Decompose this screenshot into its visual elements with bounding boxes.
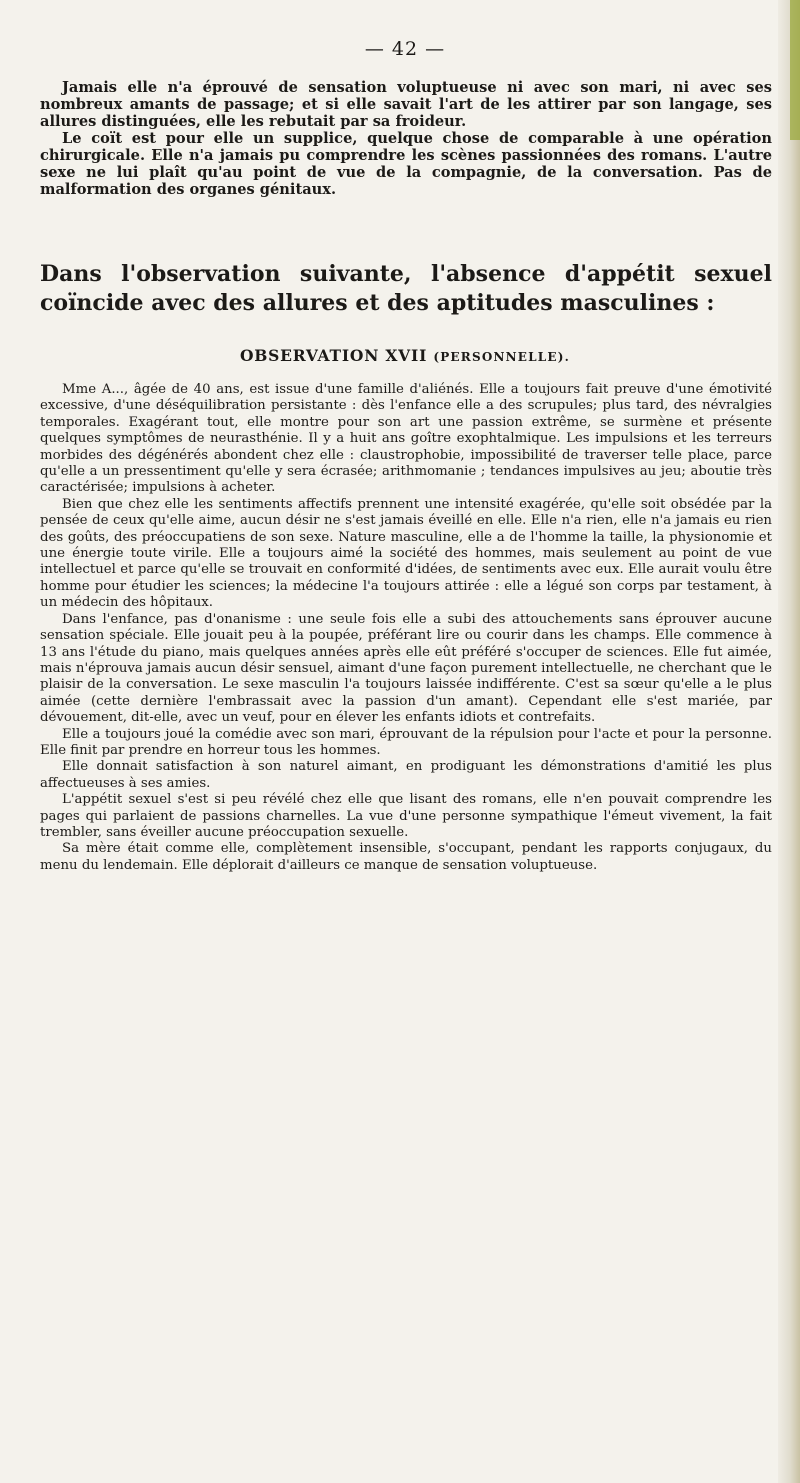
paragraph: Jamais elle n'a éprouvé de sensation voluptueuse ni avec son mari, ni avec ses nombreux amants de passage; et si elle savait l'art de les attirer par son langage, ses allures distinguées, elle les rebutait par sa froideur. — [40, 79, 772, 130]
observation-title — [40, 346, 770, 365]
paragraph: Elle donnait satisfaction à son naturel aimant, en prodiguant les démonstrations d'amitié les plus affectueuses à ses amies. — [40, 759, 772, 791]
page-edge — [778, 0, 800, 1483]
observation-text — [40, 382, 772, 874]
section-heading: Dans l'observation suivante, l'absence d'appétit sexuel coïncide avec des allures et des aptitudes masculines : — [40, 261, 772, 316]
intro-text — [40, 79, 772, 198]
paragraph: Sa mère était comme elle, complètement insensible, s'occupant, pendant les rapports conjugaux, du menu du lendemain. Elle déplorait d'ailleurs ce manque de sensation voluptueuse. — [40, 841, 772, 873]
observation-subtitle: (PERSONNELLE). — [433, 350, 571, 364]
paragraph: L'appétit sexuel s'est si peu révélé chez elle que lisant des romans, elle n'en pouvait comprendre les pages qui parlaient de passions charnelles. La vue d'une personne sympathique l'émeut vivement, la fait trembler, sans éveiller aucune préoccupation sexuelle. — [40, 792, 772, 840]
paragraph: Bien que chez elle les sentiments affectifs prennent une intensité exagérée, qu'elle soit obsédée par la pensée de ceux qu'elle aime, aucun désir ne s'est jamais éveillé en elle. Elle n'a rien, elle n'a jamais eu rien des goûts, des préoccupatiens de son sexe. Nature masculine, elle a de l'homme la taille, la physionomie et une énergie toute virile. Elle a toujours aimé la société des hommes, mais seulement au point de vue intellectuel et parce qu'elle se trouvait en conformité d'idées, de sentiments avec eux. Elle aurait voulu être homme pour étudier les sciences; la médecine l'a toujours attirée : elle a légué son corps par testament, à un médecin des hôpitaux. — [40, 496, 772, 611]
paragraph: Dans l'enfance, pas d'onanisme : une seule fois elle a subi des attouchements sans éprouver aucune sensation spéciale. Elle jouait peu à la poupée, préférant lire ou courir dans les champs. Elle commence à 13 ans l'étude du piano, mais quelques années après elle eût préféré s'occuper de sciences. Elle fut aimée, mais n'éprouva jamais aucun désir sensuel, aimant d'une façon purement intellectuelle, ne cherchant que le plaisir de la conversation. Le sexe masculin l'a toujours laissée indifférente. C'est sa sœur qu'elle a le plus aimée (cette dernière l'embrassait avec la passion d'un amant). Cependant elle s'est mariée, par dévouement, dit-elle, avec un veuf, pour en élever les enfants idiots et contrefaits. — [40, 611, 772, 726]
paragraph: Le coït est pour elle un supplice, quelque chose de comparable à une opération chirurgicale. Elle n'a jamais pu comprendre les scènes passionnées des romans. L'autre sexe ne lui plaît qu'au point de vue de la compagnie, de la conversation. Pas de malformation des organes génitaux. — [40, 130, 772, 198]
paragraph: Mme A..., âgée de 40 ans, est issue d'une famille d'aliénés. Elle a toujours fait preuve d'une émotivité excessive, d'une déséquilibration persistante : dès l'enfance elle a des scrupules; plus tard, des névralgies temporales. Exagérant tout, elle montre pour son art une passion extrême, se surmène et présente quelques symptômes de neurasthénie. Il y a huit ans goître exophtalmique. Les impulsions et les terreurs morbides des dégénérés abondent chez elle : claustrophobie, impossibilité de traverser telle place, parce qu'elle a un pressentiment qu'elle y sera écrasée; arithmomanie ; tendances impulsives au jeu; aboutie très caractérisée; impulsions à acheter. — [40, 382, 772, 496]
page-number: — 42 — — [364, 38, 446, 60]
paragraph: Elle a toujours joué la comédie avec son mari, éprouvant de la répulsion pour l'acte et pour la personne. Elle finit par prendre en horreur tous les hommes. — [40, 726, 772, 758]
page-edge-stain — [790, 0, 800, 140]
observation-title-text: OBSERVATION XVII — [239, 346, 428, 365]
